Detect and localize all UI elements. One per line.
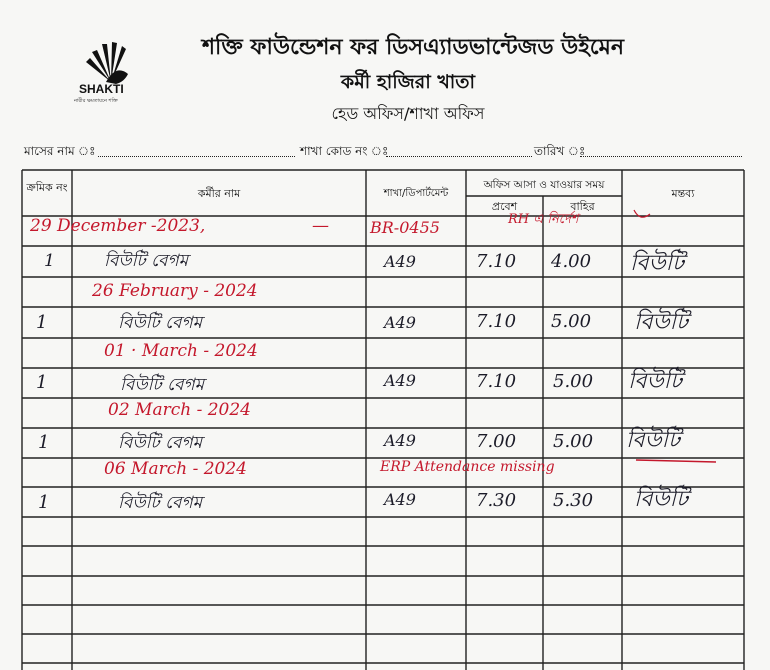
handwritten-serial: 1 [44, 251, 55, 271]
handwritten-name: বিউটি বেগম [118, 313, 203, 333]
handwritten-serial: 1 [36, 372, 48, 393]
handwritten-in-time: 7.10 [476, 251, 517, 272]
col-header-branch: শাখা/ডিপার্টমেন্ট [383, 188, 449, 199]
col-header-serial: ক্রমিক নং [26, 181, 68, 194]
handwritten-branch: A49 [384, 431, 416, 450]
logo-text: SHAKTI [79, 82, 124, 96]
handwritten-remark: বিউটি [634, 310, 688, 335]
handwritten-date: 06 March - 2024 [104, 459, 247, 479]
handwritten-name: বিউটি বেগম [104, 251, 189, 271]
handwritten-branch-code: BR-0455 [370, 218, 440, 237]
handwritten-serial: 1 [36, 312, 48, 333]
handwritten-note: RH এ নির্দেশ [508, 212, 579, 227]
handwritten-name: বিউটি বেগম [120, 375, 205, 395]
col-header-remarks: মন্তব্য [671, 187, 695, 200]
month-label: মাসের নাম ঃ [24, 144, 96, 158]
handwritten-branch: A49 [384, 371, 416, 390]
handwritten-date: 01 · March - 2024 [104, 341, 258, 361]
handwritten-branch: A49 [384, 490, 416, 509]
handwritten-date: 02 March - 2024 [108, 400, 251, 420]
handwritten-note: ERP Attendance missing [380, 459, 555, 475]
logo-tagline: নারীর ক্ষমতায়নে শক্তি [74, 98, 118, 104]
handwritten-out-time: 5.00 [553, 371, 594, 392]
col-header-in: প্রবেশ [491, 200, 518, 213]
col-header-name: কর্মীর নাম [197, 187, 241, 200]
handwritten-out-time: 5.30 [553, 490, 594, 511]
handwritten-remark: বিউটি [630, 251, 684, 276]
handwritten-remark: বিউটি [626, 428, 680, 453]
handwritten-name: বিউটি বেগম [118, 433, 203, 453]
handwritten-in-time: 7.00 [476, 431, 517, 452]
handwritten-date: 26 February - 2024 [92, 281, 258, 301]
handwritten-dash: — [312, 216, 329, 236]
handwritten-remark: বিউটি [628, 369, 682, 394]
handwritten-branch: A49 [384, 252, 416, 271]
organization-title: শক্তি ফাউন্ডেশন ফর ডিসএ্যাডভান্টেজড উইমেন [202, 35, 624, 60]
handwritten-branch: A49 [384, 313, 416, 332]
handwritten-date: 29 December -2023, [30, 216, 206, 236]
col-header-out: বাহির [570, 200, 595, 213]
document-title: কর্মী হাজিরা খাতা [340, 71, 476, 93]
office-subtitle: হেড অফিস/শাখা অফিস [331, 104, 485, 123]
handwritten-in-time: 7.30 [476, 490, 517, 511]
branch-code-label: শাখা কোড নং ঃ [300, 144, 389, 158]
col-header-time-group: অফিস আসা ও যাওয়ার সময় [483, 179, 605, 191]
handwritten-serial: 1 [38, 432, 50, 453]
handwritten-remark: বিউটি [634, 487, 688, 512]
handwritten-out-time: 5.00 [551, 311, 592, 332]
handwritten-in-time: 7.10 [476, 311, 517, 332]
handwritten-serial: 1 [38, 492, 50, 513]
handwritten-name: বিউটি বেগম [118, 493, 203, 513]
handwritten-in-time: 7.10 [476, 371, 517, 392]
handwritten-out-time: 5.00 [553, 431, 594, 452]
date-label: তারিখ ঃ [534, 144, 586, 158]
handwritten-out-time: 4.00 [551, 251, 592, 272]
